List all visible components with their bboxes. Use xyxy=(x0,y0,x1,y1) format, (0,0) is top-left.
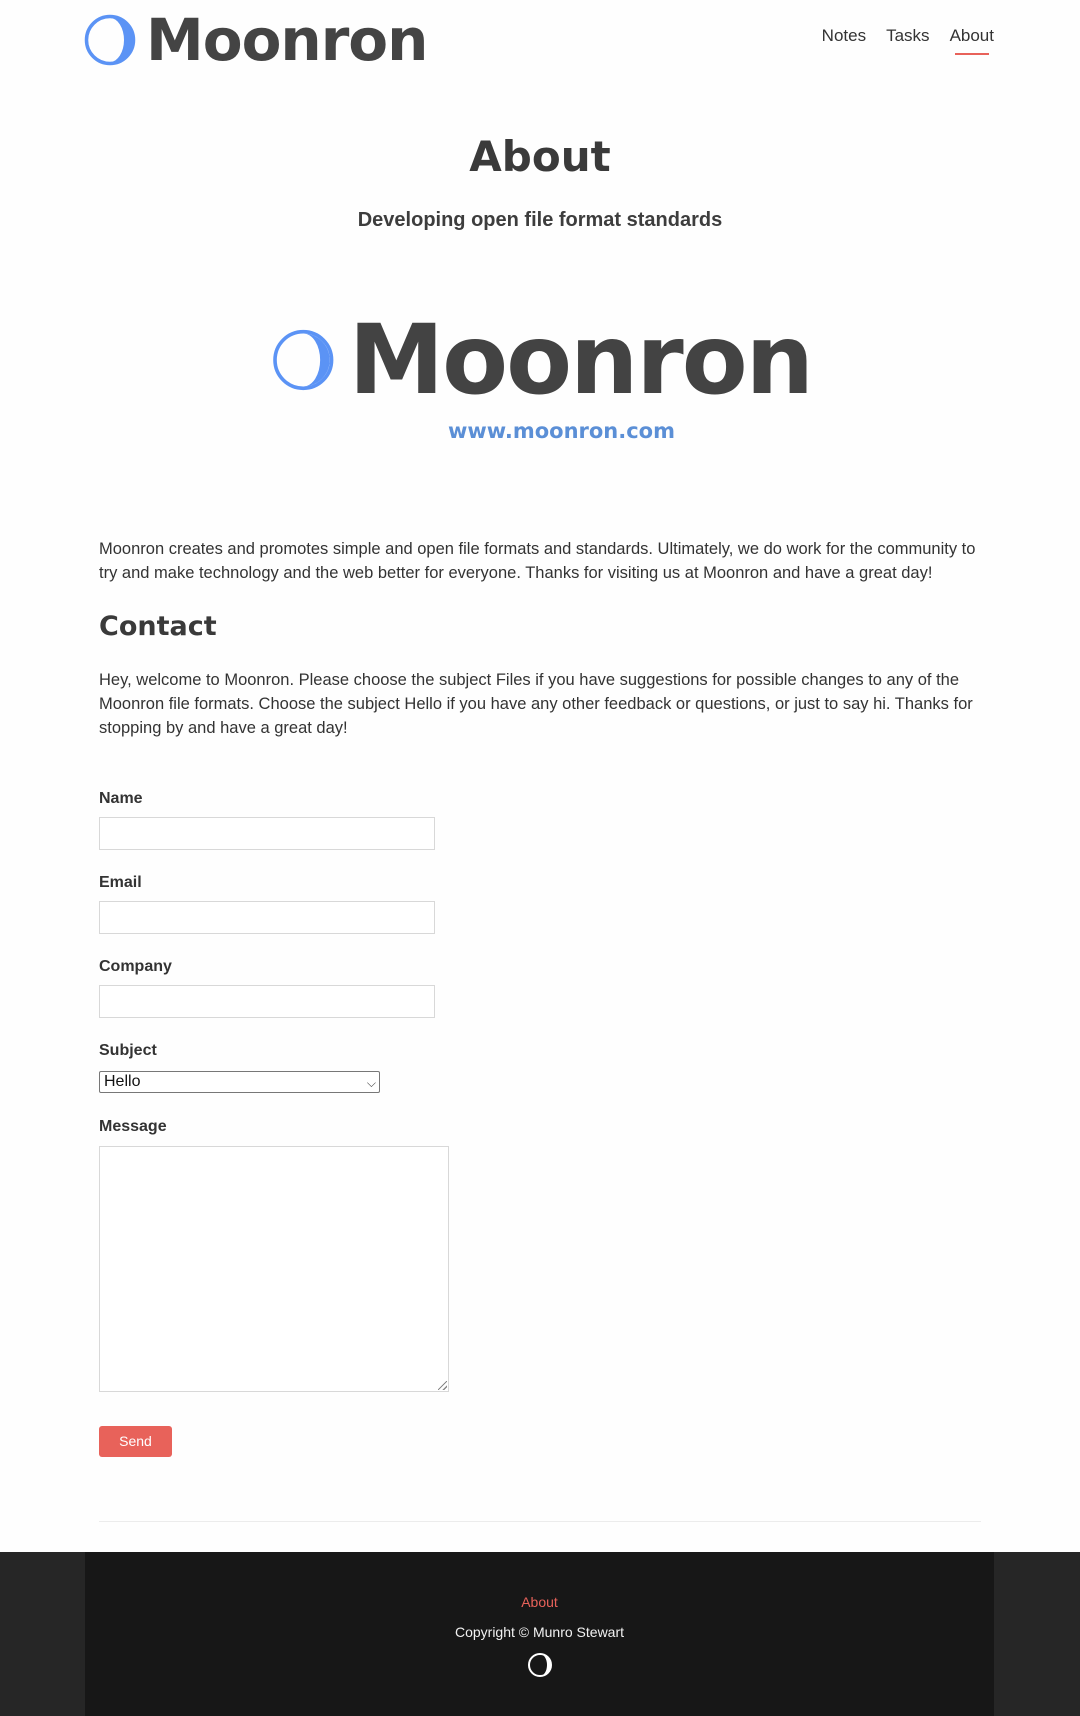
contact-heading: Contact xyxy=(99,611,217,642)
intro-paragraph: Moonron creates and promotes simple and open file formats and standards. Ultimately, we do work for the community to try and make technology and the web better for everyone. Thanks for visiting us at Moonron and have a great day! xyxy=(99,540,976,582)
message-label: Message xyxy=(99,1118,167,1135)
hero-logo-url: www.moonron.com xyxy=(448,419,675,443)
resize-handle-icon[interactable] xyxy=(438,1381,447,1390)
name-field[interactable] xyxy=(99,817,435,850)
subject-select[interactable] xyxy=(99,1071,380,1093)
brand-logo-link[interactable] xyxy=(84,6,428,74)
hero-logo-word: Moonron xyxy=(348,304,812,416)
contact-paragraph: Hey, welcome to Moonron. Please choose the subject Files if you have suggestions for possible changes to any of the Moonron file formats. Choose the subject Hello if you have any other feedback or questions, or just to say hi. Thanks for stopping by and have a great day! xyxy=(99,671,973,737)
site-header xyxy=(0,0,1080,80)
footer-copyright: Copyright © Munro Stewart xyxy=(454,1624,625,1640)
main-nav xyxy=(822,26,994,52)
send-button[interactable]: Send xyxy=(99,1426,172,1457)
moon-logo-icon xyxy=(272,317,335,403)
message-textarea[interactable] xyxy=(99,1146,449,1392)
email-field[interactable] xyxy=(99,901,435,934)
nav-item-notes[interactable]: Notes xyxy=(821,26,867,45)
page-subtitle: Developing open file format standards xyxy=(357,209,723,231)
company-field[interactable] xyxy=(99,985,435,1018)
nav-item-tasks[interactable]: Tasks xyxy=(886,26,930,45)
moon-icon[interactable] xyxy=(527,1652,553,1678)
brand-name: Moonron xyxy=(146,6,428,74)
company-label: Company xyxy=(99,958,172,975)
email-label: Email xyxy=(99,874,142,891)
moon-logo-icon xyxy=(84,14,136,66)
name-label: Name xyxy=(99,790,143,807)
subject-label: Subject xyxy=(99,1042,157,1059)
main-content xyxy=(99,537,981,737)
content-divider xyxy=(99,1521,981,1522)
page-title: About xyxy=(469,132,611,181)
nav-item-about[interactable]: About xyxy=(950,26,994,52)
chevron-down-icon: ⌵ xyxy=(366,1076,376,1090)
footer-about-link[interactable]: About xyxy=(521,1594,558,1610)
site-footer xyxy=(85,1552,994,1716)
hero-logo xyxy=(272,304,812,452)
subject-selected-value: Hello xyxy=(104,1073,141,1090)
